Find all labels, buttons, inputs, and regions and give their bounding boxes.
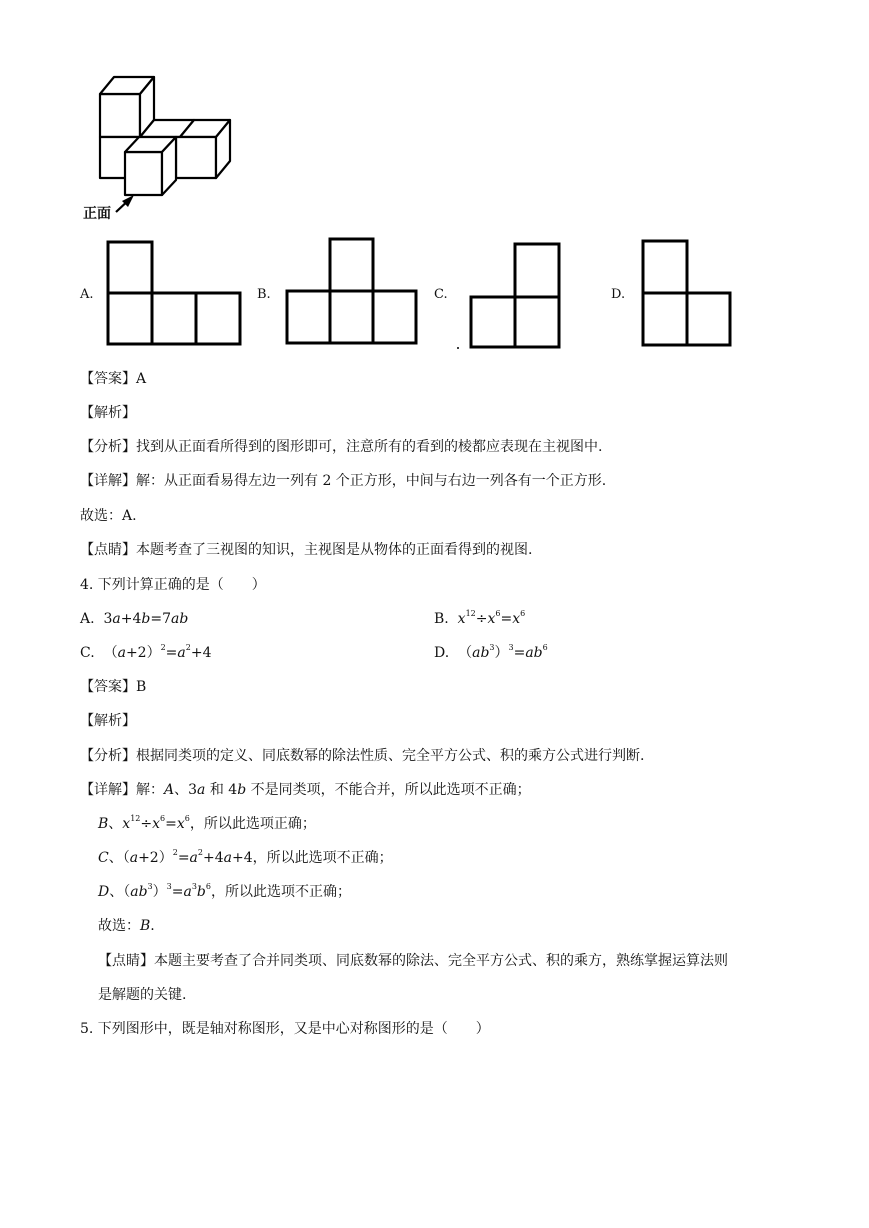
option-a-view <box>100 238 240 348</box>
q4-answer: 【答案】B <box>80 679 147 695</box>
q3-analysis: 【分析】找到从正面看所得到的图形即可，注意所有的看到的棱都应表现在主视图中. <box>80 439 603 455</box>
q4-choice: 故选：B. <box>98 918 155 934</box>
q3-option-c-label: C. <box>434 287 448 302</box>
q4-comment-line2: 是解题的关键. <box>98 987 187 1003</box>
q3-comment: 【点睛】本题考查了三视图的知识，主视图是从物体的正面看得到的视图. <box>80 542 533 558</box>
option-b-view <box>282 235 422 345</box>
option-d-view <box>638 237 738 347</box>
q4-option-a: A. 3a+4b=7ab <box>80 611 189 627</box>
q4-analysis: 【分析】根据同类项的定义、同底数幂的除法性质、完全平方公式、积的乘方公式进行判断. <box>80 748 645 764</box>
q3-option-a-label: A. <box>80 287 94 302</box>
q5-question: 5. 下列图形中，既是轴对称图形，又是中心对称图形的是（ ） <box>80 1021 490 1037</box>
q4-comment-line1: 【点睛】本题主要考查了合并同类项、同底数幂的除法、完全平方公式、积的乘方，熟练掌握运算法则 <box>98 953 728 969</box>
front-label: 正面 <box>83 206 111 222</box>
q4-option-b: B. $x^{12}\div x^6=x^6$ <box>434 609 526 627</box>
q4-analysis-heading: 【解析】 <box>80 713 136 729</box>
q4-option-d: D. $(ab^3)^3=ab^6$ <box>434 643 548 661</box>
cube-figure <box>70 65 310 225</box>
q4-detail-d: D、$(ab^3)^3=a^3b^6$，所以此选项不正确； <box>98 882 351 900</box>
q4-detail-b: B、$x^{12}\div x^6=x^6$，所以此选项正确； <box>98 814 316 832</box>
q4-option-c: C. $(a+2)^2=a^2+4$ <box>80 643 212 661</box>
q4-question: 4. 下列计算正确的是（ ） <box>80 577 266 593</box>
q4-detail-c: C、$(a+2)^2=a^2+4a+4$，所以此选项不正确； <box>98 848 393 866</box>
q3-answer: 【答案】A <box>80 371 147 387</box>
q4-detail-a: 【详解】解：A、3a 和 4b 不是同类项，不能合并，所以此选项不正确； <box>80 782 531 798</box>
q3-choice: 故选：A. <box>80 508 137 524</box>
q3-detail: 【详解】解：从正面看易得左边一列有 2 个正方形，中间与右边一列各有一个正方形. <box>80 473 607 489</box>
option-c-view <box>465 240 565 355</box>
q3-option-b-label: B. <box>257 287 271 302</box>
q3-analysis-heading: 【解析】 <box>80 405 136 421</box>
q3-option-d-label: D. <box>611 287 626 302</box>
